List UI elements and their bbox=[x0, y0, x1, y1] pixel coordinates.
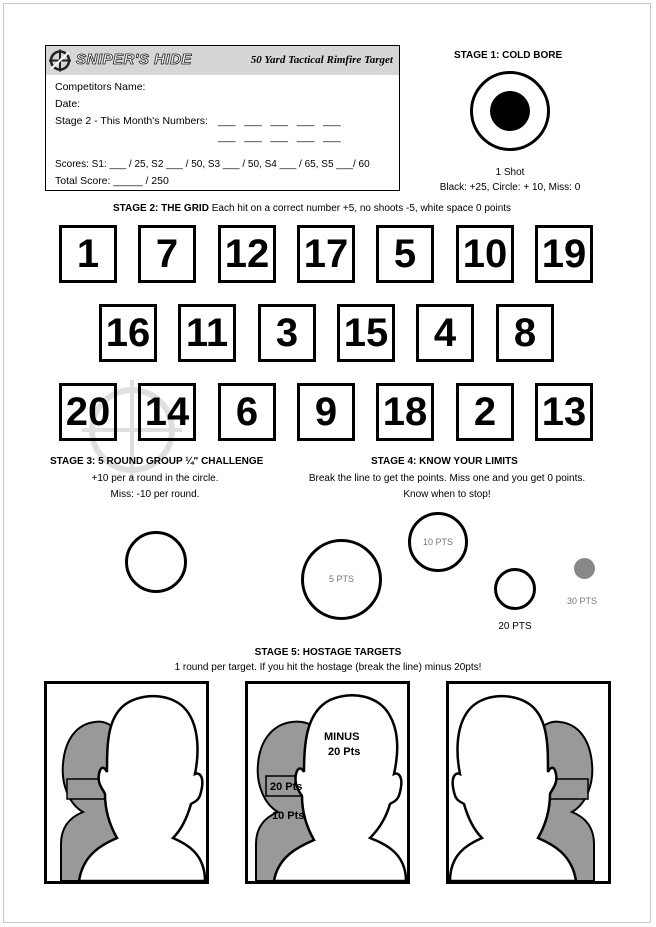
head-20pts-label: 20 Pts bbox=[270, 781, 303, 793]
grid-number: 12 bbox=[218, 225, 276, 283]
hostage-target-1 bbox=[44, 681, 209, 884]
limits-label-20pts: 20 PTS bbox=[498, 621, 532, 632]
hostage-heads-1 bbox=[47, 684, 206, 881]
grid-number: 19 bbox=[535, 225, 593, 283]
competitor-name-label: Competitors Name: bbox=[55, 81, 146, 93]
stage3-line2: Miss: -10 per round. bbox=[110, 489, 200, 500]
hostage-target-2 bbox=[245, 681, 410, 884]
date-label: Date: bbox=[55, 98, 81, 110]
snipers-hide-logo bbox=[48, 48, 198, 73]
grid-number: 9 bbox=[297, 383, 355, 441]
head-10pts-label: 10 Pts bbox=[272, 810, 305, 822]
watermark-logo bbox=[72, 370, 282, 490]
limits-label-30pts: 30 PTS bbox=[566, 596, 597, 606]
stage2-heading bbox=[113, 203, 511, 214]
stage2-number-blanks: ___ ___ ___ ___ ___ bbox=[218, 115, 341, 127]
limits-target-30pts bbox=[574, 558, 595, 579]
stage1-shots: 1 Shot bbox=[495, 167, 525, 178]
stage3-line1: +10 per a round in the circle. bbox=[91, 473, 219, 484]
grid-number: 3 bbox=[258, 304, 316, 362]
stage5-line1: 1 round per target. If you hit the hostage (break the line) minus 20pts! bbox=[174, 662, 482, 673]
stage4-title: STAGE 4: KNOW YOUR LIMITS bbox=[371, 456, 518, 467]
grid-number: 16 bbox=[99, 304, 157, 362]
grid-number: 14 bbox=[138, 383, 196, 441]
grid-number: 4 bbox=[416, 304, 474, 362]
stage2-title: STAGE 2: THE GRID bbox=[113, 203, 209, 214]
score-header-box bbox=[45, 45, 400, 191]
grid-number: 17 bbox=[297, 225, 355, 283]
group-challenge-circle bbox=[125, 531, 187, 593]
limits-target-20pts bbox=[494, 568, 536, 610]
hostage-heads-3 bbox=[449, 684, 608, 881]
total-score-line: Total Score: _____ / 250 bbox=[55, 175, 169, 187]
stage3-title: STAGE 3: 5 ROUND GROUP ¼" CHALLENGE bbox=[50, 456, 264, 467]
grid-number: 20 bbox=[59, 383, 117, 441]
grid-number: 13 bbox=[535, 383, 593, 441]
grid-number: 15 bbox=[337, 304, 395, 362]
target-title: 50 Yard Tactical Rimfire Target bbox=[250, 54, 393, 66]
cold-bore-target bbox=[470, 71, 550, 151]
stage2-rules: Each hit on a correct number +5, no shoots -5, white space 0 points bbox=[208, 203, 512, 214]
stage1-scoring: Black: +25, Circle: + 10, Miss: 0 bbox=[439, 182, 581, 193]
grid-number: 11 bbox=[178, 304, 236, 362]
grid-number: 8 bbox=[496, 304, 554, 362]
header-bar bbox=[46, 46, 399, 75]
grid-number: 10 bbox=[456, 225, 514, 283]
cold-bore-bullseye bbox=[490, 91, 530, 131]
scores-line: Scores: S1: ___ / 25, S2 ___ / 50, S3 ___ / 50, S4 ___ / 65, S5 ___/ 60 bbox=[55, 159, 370, 170]
stage4-line2: Know when to stop! bbox=[403, 489, 491, 500]
grid-number: 2 bbox=[456, 383, 514, 441]
stage5-title: STAGE 5: HOSTAGE TARGETS bbox=[254, 647, 402, 658]
grid-number: 18 bbox=[376, 383, 434, 441]
hostage-target-3 bbox=[446, 681, 611, 884]
limits-label-10pts: 10 PTS bbox=[422, 537, 453, 547]
grid-number: 5 bbox=[376, 225, 434, 283]
grid-number: 7 bbox=[138, 225, 196, 283]
hostage-minus-pts: 20 Pts bbox=[328, 746, 361, 758]
stage1-title: STAGE 1: COLD BORE bbox=[454, 50, 563, 61]
stage4-line1: Break the line to get the points. Miss one and you get 0 points. bbox=[308, 473, 586, 484]
grid-number: 1 bbox=[59, 225, 117, 283]
stage2-numbers-label: Stage 2 - This Month's Numbers: bbox=[55, 115, 208, 127]
grid-number: 6 bbox=[218, 383, 276, 441]
limits-label-5pts: 5 PTS bbox=[328, 574, 354, 584]
stage2-number-blanks-2: ___ ___ ___ ___ ___ bbox=[218, 131, 341, 143]
hostage-minus-label: MINUS bbox=[324, 731, 360, 743]
crosshair-icon bbox=[48, 48, 74, 73]
logo-text: SNIPER'S HIDE bbox=[76, 51, 192, 68]
